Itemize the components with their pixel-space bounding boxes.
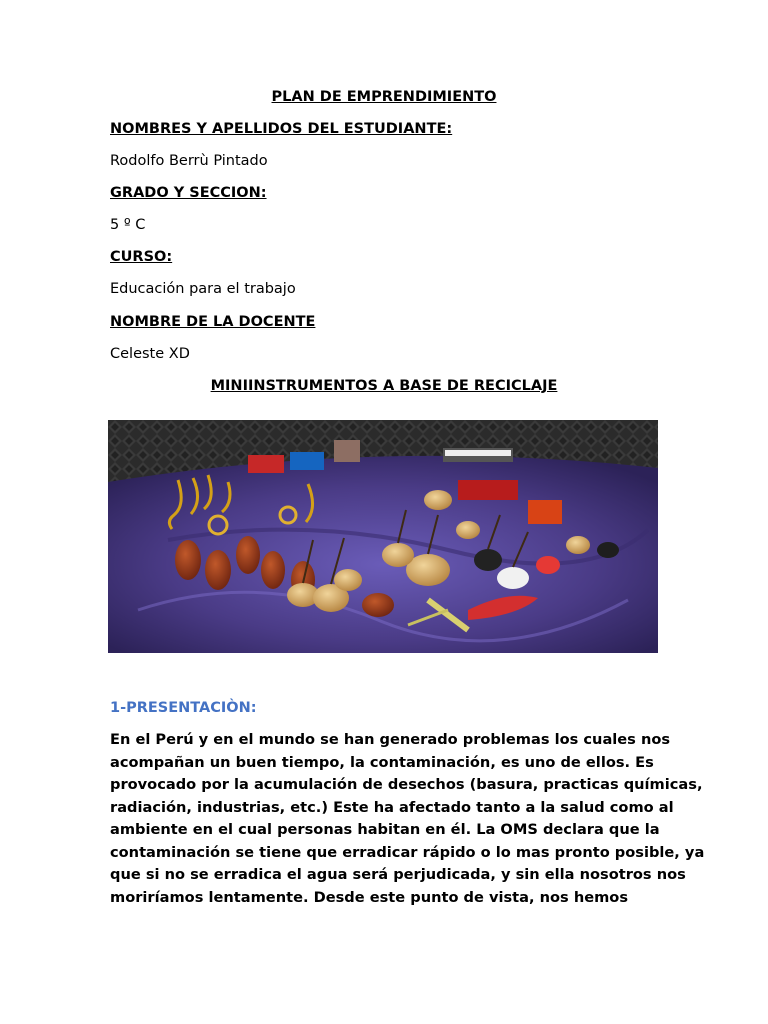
paragraph-line: acompañan un buen tiempo, la contaminación, es uno de ellos. Es xyxy=(110,753,654,771)
paragraph-line: que si no se erradica el agua será perjudicada, y sin ella nosotros nos xyxy=(110,866,686,883)
field-label-grade-section: GRADO Y SECCION: xyxy=(110,185,267,201)
paragraph-line: En el Perú y en el mundo se han generado problemas los cuales nos xyxy=(110,731,671,748)
field-value-grade-section: 5 º C xyxy=(110,217,146,233)
field-label-course: CURSO: xyxy=(110,249,173,265)
paragraph-line: contaminación se tiene que erradicar rápido o lo mas pronto posible, ya xyxy=(110,843,705,861)
field-label-teacher: NOMBRE DE LA DOCENTE xyxy=(110,314,316,330)
field-label-student-name: NOMBRES Y APELLIDOS DEL ESTUDIANTE: xyxy=(110,121,453,137)
document-title: PLAN DE EMPRENDIMIENTO xyxy=(271,89,497,105)
paragraph-line: ambiente en el cual personas habitan en él. La OMS declara que la xyxy=(110,821,660,838)
paragraph-line: radiación, industrias, etc.) Este ha afectado tanto a la salud como al xyxy=(110,798,674,816)
project-title: MINIINSTRUMENTOS A BASE DE RECICLAJE xyxy=(210,378,558,394)
paragraph-line: moriríamos lentamente. Desde este punto de vista, nos hemos xyxy=(110,888,629,906)
field-value-teacher: Celeste XD xyxy=(110,346,190,362)
field-value-student-name: Rodolfo Berrù Pintado xyxy=(110,153,268,169)
section-heading-presentacion: 1-PRESENTACIÒN: xyxy=(110,700,257,716)
paragraph-line: provocado por la acumulación de desechos (basura, practicas químicas, xyxy=(110,776,703,793)
instruments-photo xyxy=(108,420,658,653)
field-value-course: Educación para el trabajo xyxy=(110,281,296,297)
presentacion-paragraph xyxy=(110,729,705,909)
